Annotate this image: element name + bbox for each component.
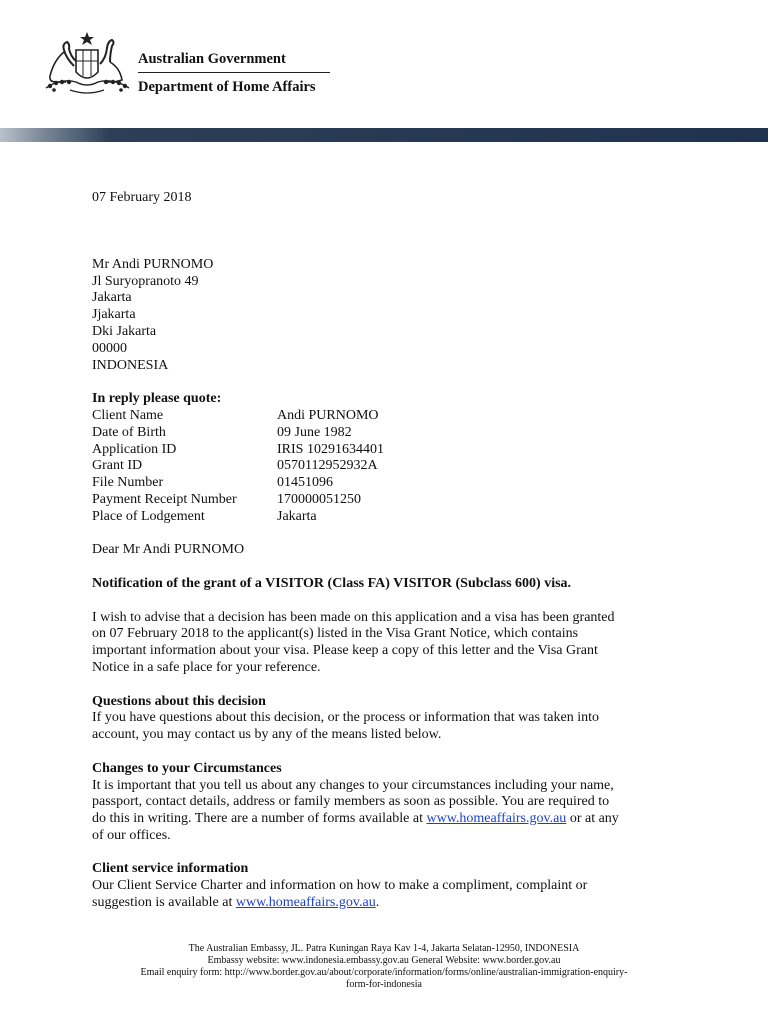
paragraph-line: passport, contact details, address or family members as soon as possible. You are required to [92,794,610,810]
reference-row [92,509,692,526]
reference-label: Client Name [92,407,164,423]
paragraph-line: on 07 February 2018 to the applicant(s) listed in the Visa Grant Notice, which contains [92,626,579,642]
reference-value: Jakarta [277,508,317,524]
paragraph-line [92,895,692,912]
address-line: Jakarta [92,290,132,306]
reference-table [92,408,692,526]
reference-row [92,442,692,459]
reference-label: Grant ID [92,458,143,474]
questions-heading: Questions about this decision [92,693,266,709]
subject-line: Notification of the grant of a VISITOR (Class FA) VISITOR (Subclass 600) visa. [92,575,572,591]
homeaffairs-link[interactable]: www.homeaffairs.gov.au [426,811,567,827]
recipient-address [92,257,692,375]
homeaffairs-link[interactable]: www.homeaffairs.gov.au [235,895,376,911]
address-line: Mr Andi PURNOMO [92,256,214,272]
changes-heading: Changes to your Circumstances [92,760,282,776]
reference-value: 09 June 1982 [277,424,352,440]
reference-value: Andi PURNOMO [277,407,379,423]
paragraph-text: suggestion is available at [92,895,236,911]
reply-heading: In reply please quote: [92,391,222,407]
coat-of-arms-icon [40,30,135,102]
header-band [0,128,768,142]
government-name-block [138,50,330,96]
reference-label: Application ID [92,441,177,457]
paragraph-line: account, you may contact us by any of the means listed below. [92,727,442,743]
paragraph-text: or at any [566,811,619,827]
letter-date: 07 February 2018 [92,190,192,205]
changes-paragraph [92,778,692,845]
paragraph-line: of our offices. [92,827,171,843]
reference-row [92,408,692,425]
letter-footer [0,943,768,991]
address-line: Jjakarta [92,307,136,323]
paragraph-line: Notice in a safe place for your reference. [92,659,321,675]
header-divider [138,72,330,73]
reference-value: 170000051250 [277,491,361,507]
reference-label: Date of Birth [92,424,166,440]
letter-body [92,190,692,912]
footer-line: form-for-indonesia [346,979,422,990]
footer-line: The Australian Embassy, JL. Patra Kuningan Raya Kav 1-4, Jakarta Selatan-12950, INDONESIA [188,943,580,954]
reference-label: Payment Receipt Number [92,491,237,507]
paragraph-line: important information about your visa. Please keep a copy of this letter and the Visa Grant [92,643,598,659]
address-line: INDONESIA [92,357,169,373]
service-paragraph [92,878,692,912]
footer-line: Embassy website: www.indonesia.embassy.gov.au General Website: www.border.gov.au [207,955,561,966]
paragraph-line [92,811,692,828]
paragraph-line: If you have questions about this decision, or the process or information that was taken into [92,710,600,726]
reference-row [92,492,692,509]
questions-paragraph [92,710,692,744]
reference-row [92,475,692,492]
reference-label: File Number [92,475,164,491]
salutation: Dear Mr Andi PURNOMO [92,542,245,558]
address-line: Dki Jakarta [92,323,157,339]
paragraph-text: do this in writing. There are a number of forms available at [92,811,427,827]
paragraph-line: It is important that you tell us about any changes to your circumstances including your name, [92,777,614,793]
address-line: Jl Suryopranoto 49 [92,273,199,289]
paragraph-text: . [375,895,380,911]
paragraph-line: Our Client Service Charter and information on how to make a compliment, complaint or [92,878,588,894]
department-name: Department of Home Affairs [138,79,316,95]
reference-value: IRIS 10291634401 [277,441,384,457]
reference-row [92,425,692,442]
reference-row [92,458,692,475]
footer-line: Email enquiry form: http://www.border.gov.au/about/corporate/information/forms/online/australian-immigration-enquiry- [140,967,628,978]
government-title: Australian Government [138,51,286,67]
paragraph-line: I wish to advise that a decision has been made on this application and a visa has been granted [92,609,615,625]
intro-paragraph [92,610,692,677]
address-line: 00000 [92,340,127,356]
letterhead [0,0,768,145]
reference-value: 0570112952932A [277,458,378,474]
service-heading: Client service information [92,861,249,877]
reference-value: 01451096 [277,475,333,491]
reference-label: Place of Lodgement [92,508,205,524]
